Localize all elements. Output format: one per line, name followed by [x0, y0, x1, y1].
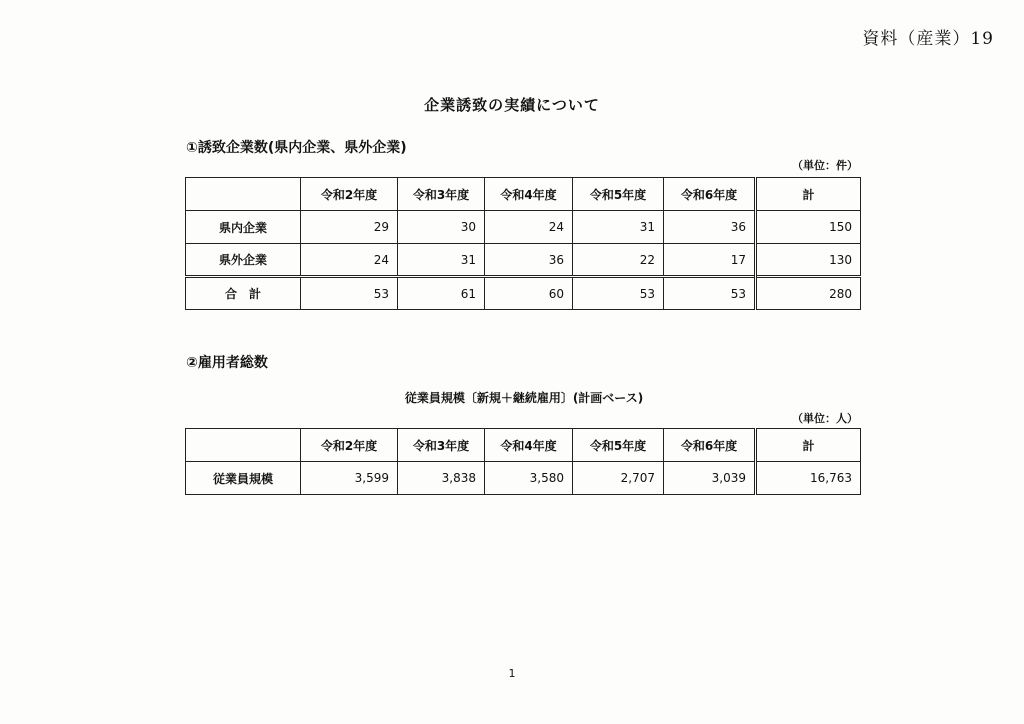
- column-header: 令和5年度: [573, 178, 664, 211]
- row-label: 従業員規模: [186, 462, 301, 495]
- column-header: 令和5年度: [573, 429, 664, 462]
- table-cell: 3,838: [398, 462, 485, 495]
- table-cell: 24: [301, 244, 398, 277]
- table-cell-total: 130: [756, 244, 861, 277]
- table-cell: 53: [573, 277, 664, 310]
- column-header: 令和2年度: [301, 429, 398, 462]
- table-cell: 17: [664, 244, 756, 277]
- section1-heading: ①誘致企業数(県内企業、県外企業): [186, 140, 407, 156]
- corner-cell: [186, 429, 301, 462]
- table-cell: 31: [398, 244, 485, 277]
- column-header-total: 計: [756, 429, 861, 462]
- table-cell: 36: [485, 244, 573, 277]
- column-header-total: 計: [756, 178, 861, 211]
- table-cell: 31: [573, 211, 664, 244]
- table-header-row: [186, 178, 861, 211]
- grand-total-cell: 280: [756, 277, 861, 310]
- column-header: 令和6年度: [664, 178, 756, 211]
- table-cell: 3,580: [485, 462, 573, 495]
- table-cell-total: 16,763: [756, 462, 861, 495]
- table-row: [186, 211, 861, 244]
- table-row: [186, 244, 861, 277]
- table-cell-total: 150: [756, 211, 861, 244]
- page-title: 企業誘致の実績について: [424, 96, 600, 114]
- corner-cell: [186, 178, 301, 211]
- table-cell: 3,599: [301, 462, 398, 495]
- row-label: 県外企業: [186, 244, 301, 277]
- column-header: 令和4年度: [485, 178, 573, 211]
- table-header-row: [186, 429, 861, 462]
- table-cell: 60: [485, 277, 573, 310]
- table-cell: 22: [573, 244, 664, 277]
- employees-table: [185, 428, 861, 495]
- column-header: 令和4年度: [485, 429, 573, 462]
- column-header: 令和2年度: [301, 178, 398, 211]
- column-header: 令和3年度: [398, 178, 485, 211]
- row-label: 県内企業: [186, 211, 301, 244]
- companies-table: [185, 177, 861, 310]
- table-row: [186, 462, 861, 495]
- column-header: 令和6年度: [664, 429, 756, 462]
- section2-heading: ②雇用者総数: [186, 355, 268, 371]
- total-row-label: 合 計: [186, 277, 301, 310]
- document-reference: 資料（産業）19: [862, 29, 994, 49]
- section1-unit: （単位：件）: [792, 159, 858, 172]
- table-cell: 53: [301, 277, 398, 310]
- column-header: 令和3年度: [398, 429, 485, 462]
- section2-caption: 従業員規模〔新規＋継続雇用〕(計画ベース): [404, 391, 644, 405]
- table-cell: 2,707: [573, 462, 664, 495]
- table-cell: 24: [485, 211, 573, 244]
- page-number: 1: [508, 667, 516, 680]
- table-cell: 29: [301, 211, 398, 244]
- table-cell: 3,039: [664, 462, 756, 495]
- total-row: [186, 277, 861, 310]
- table-cell: 61: [398, 277, 485, 310]
- section2-unit: （単位：人）: [792, 412, 858, 425]
- table-cell: 36: [664, 211, 756, 244]
- table-cell: 53: [664, 277, 756, 310]
- table-cell: 30: [398, 211, 485, 244]
